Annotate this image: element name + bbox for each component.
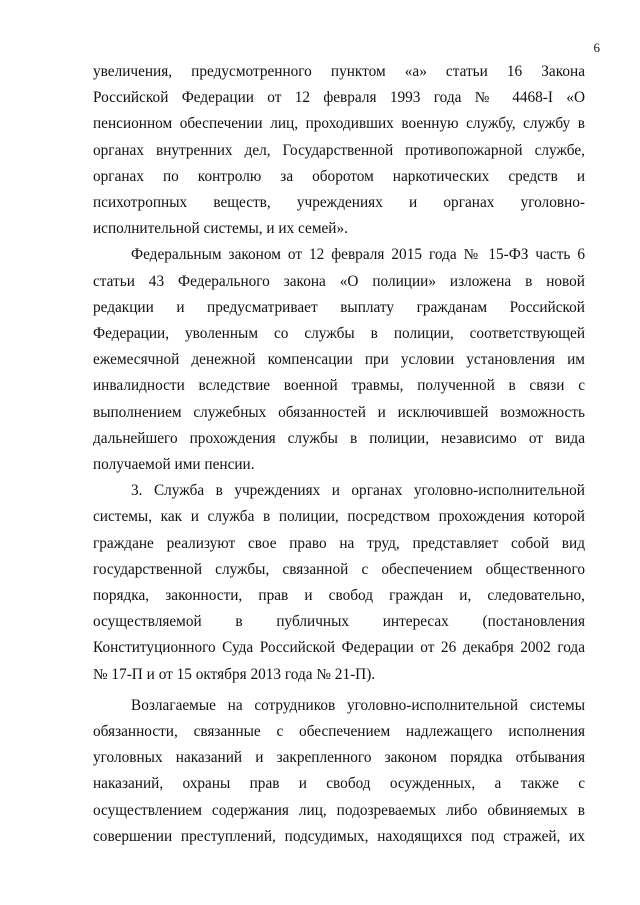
text-line: осуществляемой в публичных интересах (постановления: [93, 613, 585, 631]
text-line: уголовных наказаний и закрепленного законом порядка отбывания: [93, 749, 585, 767]
text-line: наказаний, охраны прав и свобод осужденных, а также с: [93, 775, 585, 793]
text-line: органах по контролю за оборотом наркотических средств и: [93, 167, 585, 185]
text-line: Федеральным законом от 12 февраля 2015 года № 15-ФЗ часть 6: [131, 246, 585, 264]
text-line: получаемой ими пенсии.: [93, 456, 255, 474]
text-line: ежемесячной денежной компенсации при условии установления им: [93, 351, 585, 369]
text-line: органах внутренних дел, Государственной противопожарной службе,: [93, 141, 585, 159]
text-line: редакции и предусматривает выплату гражданам Российской: [93, 298, 585, 316]
text-line: системы, как и служба в полиции, посредством прохождения которой: [93, 508, 585, 526]
paragraph-3: [93, 478, 585, 688]
paragraph-2: [93, 242, 585, 478]
text-line: граждане реализуют свое право на труд, представляет собой вид: [93, 534, 585, 552]
text-line: совершении преступлений, подсудимых, находящихся под стражей, их: [93, 827, 585, 845]
text-line: 3. Служба в учреждениях и органах уголовно-исполнительной: [131, 482, 585, 500]
text-line: исполнительной системы, и их семей».: [93, 220, 348, 238]
text-line: государственной службы, связанной с обеспечением общественного: [93, 560, 585, 578]
text-line: осуществлением содержания лиц, подозреваемых либо обвиняемых в: [93, 801, 585, 819]
text-line: увеличения, предусмотренного пунктом «а» статьи 16 Закона: [93, 63, 585, 80]
text-line: Федерации, уволенным со службы в полиции, соответствующей: [93, 325, 585, 343]
body-text: [93, 59, 585, 850]
text-line: пенсионном обеспечении лиц, проходивших военную службу, службу в: [93, 115, 585, 133]
text-line: порядка, законности, прав и свобод граждан и, следовательно,: [93, 587, 585, 605]
text-line: Российской Федерации от 12 февраля 1993 года № 4468-I «О: [93, 89, 585, 107]
text-line: обязанности, связанные с обеспечением надлежащего исполнения: [93, 723, 585, 741]
text-line: психотропных веществ, учреждениях и органах уголовно-: [93, 194, 585, 212]
text-line: инвалидности вследствие военной травмы, полученной в связи с: [93, 377, 585, 395]
page-number: 6: [593, 40, 600, 55]
text-line: Конституционного Суда Российской Федерации от 26 декабря 2002 года: [93, 639, 585, 657]
text-line: выполнением служебных обязанностей и исключившей возможность: [93, 403, 585, 421]
text-line: статьи 43 Федерального закона «О полиции» изложена в новой: [93, 272, 585, 290]
paragraph-4: [93, 693, 585, 850]
text-line: Возлагаемые на сотрудников уголовно-исполнительной системы: [131, 696, 585, 714]
text-line: дальнейшего прохождения службы в полиции, независимо от вида: [93, 429, 585, 447]
text-line: № 17-П и от 15 октября 2013 года № 21-П).: [93, 665, 376, 683]
paragraph-1: [93, 59, 585, 242]
